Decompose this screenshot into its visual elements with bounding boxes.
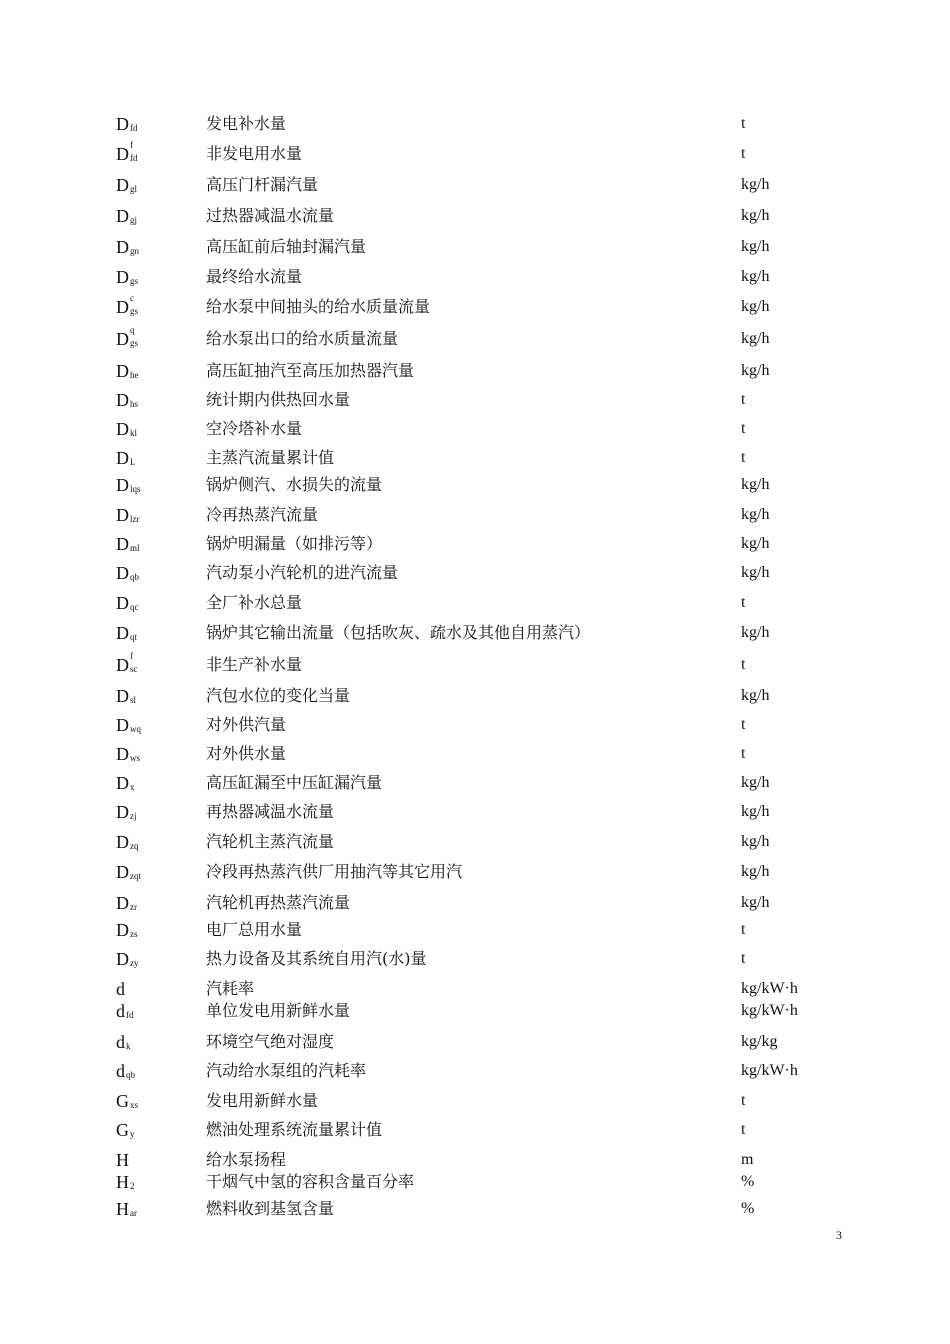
symbol-base: H (116, 1172, 129, 1192)
description: 发电补水量 (206, 114, 287, 133)
symbol (116, 773, 151, 797)
symbol (116, 593, 151, 617)
unit: kg/h (741, 238, 770, 255)
table-row (0, 651, 950, 679)
table-row (0, 773, 950, 797)
description: 统计期内供热回水量 (206, 390, 351, 409)
table-row (0, 1150, 950, 1174)
table-row (0, 802, 950, 826)
symbol-base: D (116, 448, 129, 468)
symbol-base: D (116, 237, 129, 257)
symbol-base: D (116, 534, 129, 554)
table-row (0, 893, 950, 917)
description: 对外供水量 (206, 744, 287, 763)
symbol-base: D (116, 114, 129, 134)
symbol (116, 802, 151, 826)
symbol-base: D (116, 419, 129, 439)
description: 环境空气绝对湿度 (206, 1032, 335, 1051)
symbol-base: D (116, 297, 129, 317)
symbol (116, 505, 151, 529)
symbol-subscript: gs (130, 306, 139, 316)
symbol-subscript: ml (130, 543, 140, 553)
description: 过热器减温水流量 (206, 206, 335, 225)
symbol (116, 651, 151, 679)
description: 高压门杆漏汽量 (206, 175, 319, 194)
description: 锅炉侧汽、水损失的流量 (206, 475, 383, 494)
table-row (0, 475, 950, 499)
description: 空冷塔补水量 (206, 419, 303, 438)
symbol-subscript: qc (130, 602, 139, 612)
symbol (116, 832, 151, 856)
table-row (0, 267, 950, 291)
table-row (0, 920, 950, 944)
symbol-subscript: fd (130, 153, 138, 163)
symbol-subscript: fd (126, 1010, 134, 1020)
symbol (116, 623, 151, 647)
symbol (116, 1150, 129, 1170)
symbol (116, 862, 151, 886)
unit: kg/kW·h (741, 1002, 798, 1019)
description: 高压缸漏至中压缸漏汽量 (206, 773, 383, 792)
unit: % (741, 1173, 755, 1190)
table-row (0, 390, 950, 414)
symbol (116, 949, 151, 973)
symbol-subscript: lzr (130, 514, 140, 524)
symbol-subscript: zy (130, 958, 139, 968)
description: 给水泵出口的给水质量流量 (206, 329, 399, 348)
symbol (116, 293, 151, 321)
symbol-subscript: gs (130, 338, 139, 348)
symbol (116, 1120, 151, 1144)
table-row (0, 623, 950, 647)
table-row (0, 744, 950, 768)
unit: kg/h (741, 863, 770, 880)
description: 发电用新鲜水量 (206, 1091, 319, 1110)
description: 汽动给水泵组的汽耗率 (206, 1061, 367, 1080)
symbol-base: D (116, 144, 129, 164)
unit: kg/h (741, 833, 770, 850)
unit: t (741, 115, 746, 132)
symbol (116, 448, 151, 472)
unit: kg/h (741, 564, 770, 581)
symbol (116, 893, 151, 917)
unit: kg/h (741, 624, 770, 641)
symbol-base: D (116, 361, 129, 381)
description: 汽轮机主蒸汽流量 (206, 832, 335, 851)
symbol (116, 1091, 151, 1115)
symbol-superscript: f (130, 651, 133, 661)
table-row (0, 325, 950, 353)
symbol-base: H (116, 1150, 129, 1170)
symbol (116, 267, 151, 291)
unit: kg/kg (741, 1033, 778, 1050)
unit: kg/h (741, 207, 770, 224)
table-row (0, 1091, 950, 1115)
description: 干烟气中氢的容积含量百分率 (206, 1172, 415, 1191)
symbol-base: d (116, 979, 125, 999)
unit: t (741, 656, 746, 673)
symbol (116, 361, 151, 385)
symbol-subscript: qb (130, 572, 139, 582)
unit: t (741, 921, 746, 938)
symbol-base: d (116, 1001, 125, 1021)
symbol-subscript: zj (130, 811, 137, 821)
table-row (0, 563, 950, 587)
symbol-base: D (116, 329, 129, 349)
description: 全厂补水总量 (206, 593, 303, 612)
table-row (0, 1032, 950, 1056)
table-row (0, 206, 950, 230)
symbol-base: d (116, 1061, 125, 1081)
symbol-subscript: L (130, 457, 136, 467)
symbol-base: D (116, 267, 129, 287)
unit: m (741, 1151, 754, 1168)
description: 给水泵扬程 (206, 1150, 287, 1169)
symbol-subscript: x (130, 782, 135, 792)
symbol (116, 1001, 147, 1025)
symbol-subscript: gn (130, 246, 139, 256)
table-row (0, 979, 950, 1003)
symbol-subscript: k (126, 1041, 131, 1051)
table-row (0, 293, 950, 321)
table-row (0, 593, 950, 617)
unit: kg/h (741, 268, 770, 285)
description: 冷段再热蒸汽供厂用抽汽等其它用汽 (206, 862, 463, 881)
symbol-base: D (116, 593, 129, 613)
table-row (0, 419, 950, 443)
description: 高压缸前后轴封漏汽量 (206, 237, 367, 256)
unit: t (741, 449, 746, 466)
unit: t (741, 1121, 746, 1138)
symbol (116, 563, 151, 587)
unit: kg/kW·h (741, 1062, 798, 1079)
unit: kg/h (741, 362, 770, 379)
unit: t (741, 145, 746, 162)
symbol-base: D (116, 623, 129, 643)
symbol (116, 686, 151, 710)
symbol-base: D (116, 175, 129, 195)
description: 热力设备及其系统自用汽(水)量 (206, 949, 427, 968)
symbol-subscript: xs (130, 1100, 139, 1110)
symbol (116, 419, 151, 443)
description: 电厂总用水量 (206, 920, 303, 939)
description: 非发电用水量 (206, 144, 303, 163)
description: 再热器减温水流量 (206, 802, 335, 821)
description: 燃料收到基氢含量 (206, 1199, 335, 1218)
unit: kg/h (741, 774, 770, 791)
table-row (0, 175, 950, 199)
symbol-subscript: hs (130, 399, 139, 409)
table-row (0, 1061, 950, 1085)
description: 单位发电用新鲜水量 (206, 1001, 351, 1020)
unit: kg/h (741, 298, 770, 315)
symbol-base: D (116, 744, 129, 764)
symbol-subscript: ws (130, 753, 141, 763)
symbol (116, 206, 151, 230)
symbol (116, 140, 151, 168)
description: 最终给水流量 (206, 267, 303, 286)
symbol (116, 475, 151, 499)
symbol-superscript: c (130, 293, 134, 303)
symbol-subscript: qt (130, 632, 138, 642)
table-row (0, 715, 950, 739)
symbol (116, 715, 151, 739)
symbol-base: d (116, 1032, 125, 1052)
symbol-subscript: zs (130, 929, 138, 939)
symbol-base: D (116, 206, 129, 226)
table-row (0, 448, 950, 472)
table-row (0, 949, 950, 973)
description: 非生产补水量 (206, 655, 303, 674)
table-row (0, 1172, 950, 1196)
symbol-base: D (116, 920, 129, 940)
table-row (0, 114, 950, 138)
unit: kg/h (741, 330, 770, 347)
symbol-base: D (116, 862, 129, 882)
unit: t (741, 420, 746, 437)
symbol-base: G (116, 1120, 129, 1140)
symbol-superscript: q (130, 325, 135, 335)
description: 汽轮机再热蒸汽流量 (206, 893, 351, 912)
unit: t (741, 950, 746, 967)
symbol-base: D (116, 686, 129, 706)
symbol-subscript: zr (130, 902, 137, 912)
unit: t (741, 594, 746, 611)
description: 汽包水位的变化当量 (206, 686, 351, 705)
symbol (116, 1061, 147, 1085)
symbol-subscript: sl (130, 695, 137, 705)
symbol-subscript: zq (130, 841, 139, 851)
unit: % (741, 1200, 755, 1217)
symbol-base: D (116, 475, 129, 495)
symbol (116, 1199, 151, 1223)
symbol-subscript: ar (130, 1208, 137, 1218)
description: 锅炉明漏量（如排污等） (206, 534, 383, 553)
unit: t (741, 391, 746, 408)
unit: t (741, 745, 746, 762)
symbol (116, 390, 151, 414)
symbol-base: D (116, 655, 129, 675)
unit: kg/h (741, 687, 770, 704)
symbol-base: D (116, 802, 129, 822)
table-row (0, 832, 950, 856)
table-row (0, 686, 950, 710)
symbol-subscript: gs (130, 276, 139, 286)
table-row (0, 237, 950, 261)
symbol (116, 744, 151, 768)
symbol-subscript: kl (130, 428, 138, 438)
symbol-base: D (116, 390, 129, 410)
unit: kg/h (741, 535, 770, 552)
symbol-subscript: y (130, 1129, 135, 1139)
unit: kg/h (741, 894, 770, 911)
symbol (116, 979, 125, 999)
symbol-base: H (116, 1199, 129, 1219)
symbol-subscript: sc (130, 664, 138, 674)
symbol (116, 1032, 147, 1056)
symbol (116, 534, 151, 558)
unit: kg/kW·h (741, 980, 798, 997)
symbol-base: D (116, 715, 129, 735)
symbol-base: G (116, 1091, 129, 1111)
symbol-base: D (116, 505, 129, 525)
description: 燃油处理系统流量累计值 (206, 1120, 383, 1139)
table-row (0, 534, 950, 558)
description: 汽动泵小汽轮机的进汽流量 (206, 563, 399, 582)
symbol-base: D (116, 893, 129, 913)
unit: kg/h (741, 476, 770, 493)
symbol-subscript: 2 (130, 1181, 135, 1191)
symbol-subscript: fd (130, 123, 138, 133)
table-row (0, 1001, 950, 1025)
symbol-base: D (116, 773, 129, 793)
table-row (0, 862, 950, 886)
symbol-subscript: he (130, 370, 139, 380)
symbol (116, 920, 151, 944)
symbol (116, 325, 151, 353)
unit: t (741, 716, 746, 733)
page-number: 3 (836, 1228, 842, 1242)
symbol-subscript: gl (130, 184, 138, 194)
table-row (0, 140, 950, 168)
symbol-superscript: f (130, 140, 133, 150)
table-row (0, 1120, 950, 1144)
symbol (116, 1172, 151, 1196)
unit: kg/h (741, 506, 770, 523)
symbol (116, 114, 151, 138)
symbol-subscript: wq (130, 724, 141, 734)
symbol-subscript: gj (130, 215, 138, 225)
unit: kg/h (741, 803, 770, 820)
description: 高压缸抽汽至高压加热器汽量 (206, 361, 415, 380)
description: 冷再热蒸汽流量 (206, 505, 319, 524)
symbol-subscript: zqt (130, 871, 141, 881)
table-row (0, 1199, 950, 1223)
symbol-subscript: qb (126, 1070, 135, 1080)
description: 主蒸汽流量累计值 (206, 448, 335, 467)
table-row (0, 505, 950, 529)
description: 锅炉其它输出流量（包括吹灰、疏水及其他自用蒸汽） (206, 623, 591, 642)
symbol-base: D (116, 949, 129, 969)
description: 对外供汽量 (206, 715, 287, 734)
description: 汽耗率 (206, 979, 255, 998)
unit: t (741, 1092, 746, 1109)
unit: kg/h (741, 176, 770, 193)
symbol-base: D (116, 832, 129, 852)
symbol (116, 175, 151, 199)
symbol (116, 237, 151, 261)
description: 给水泵中间抽头的给水质量流量 (206, 297, 431, 316)
symbol-base: D (116, 563, 129, 583)
table-row (0, 361, 950, 385)
symbol-subscript: lqs (130, 484, 141, 494)
